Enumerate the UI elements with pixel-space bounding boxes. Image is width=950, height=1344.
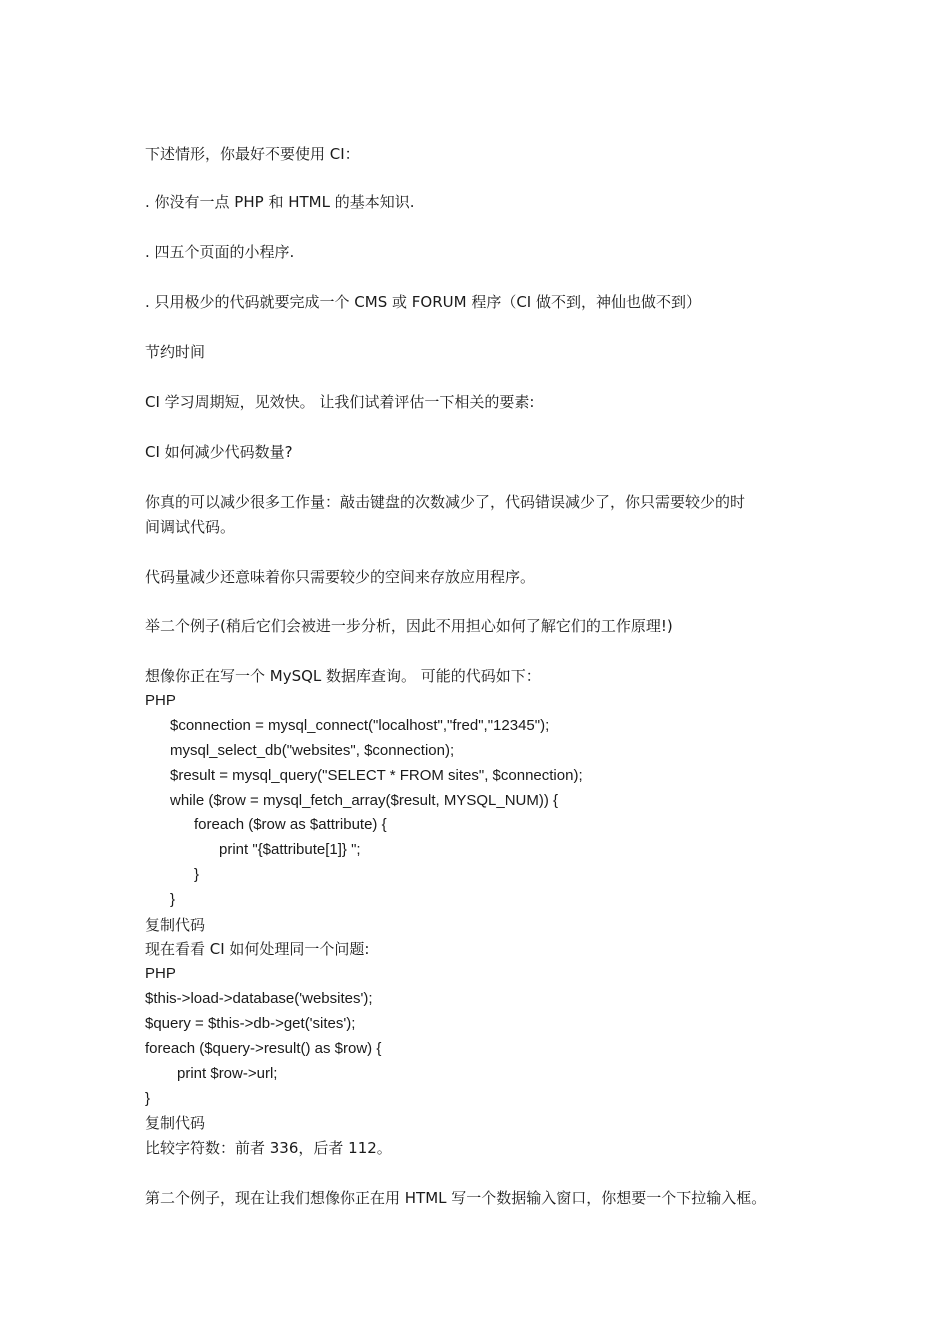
copy-code-link[interactable]: 复制代码 xyxy=(145,916,206,934)
code-line: print "{$attribute[1]} "; xyxy=(219,841,361,858)
paragraph-char-compare: 比较字符数：前者 336，后者 112。 xyxy=(145,1139,392,1157)
paragraph-ci-same-problem: 现在看看 CI 如何处理同一个问题: xyxy=(145,940,370,958)
paragraph-reduce-work-line1: 你真的可以减少很多工作量：敲击键盘的次数减少了，代码错误减少了，你只需要较少的时 xyxy=(145,493,746,511)
code-line: print $row->url; xyxy=(177,1065,278,1082)
code-line: } xyxy=(145,1090,151,1107)
code-line: $connection = mysql_connect("localhost","fred","12345"); xyxy=(170,717,550,734)
paragraph-less-space: 代码量减少还意味着你只需要较少的空间来存放应用程序。 xyxy=(145,568,536,586)
code-line: $query = $this->db->get('sites'); xyxy=(145,1015,356,1032)
paragraph-two-examples: 举二个例子(稍后它们会被进一步分析，因此不用担心如何了解它们的工作原理!) xyxy=(145,617,673,635)
paragraph-reduce-work-line2: 间调试代码。 xyxy=(145,518,236,536)
code-line: while ($row = mysql_fetch_array($result, MYSQL_NUM)) { xyxy=(170,792,559,809)
paragraph-intro: 下述情形，你最好不要使用 CI： xyxy=(145,145,360,163)
list-item-minimal-code: . 只用极少的代码就要完成一个 CMS 或 FORUM 程序（CI 做不到，神仙也做不到） xyxy=(145,293,701,311)
list-item-no-php-html: . 你没有一点 PHP 和 HTML 的基本知识. xyxy=(145,193,415,211)
code-line: $result = mysql_query("SELECT * FROM sites", $connection); xyxy=(170,767,583,784)
paragraph-mysql-query: 想像你正在写一个 MySQL 数据库查询。 可能的代码如下： xyxy=(145,667,541,685)
copy-code-link[interactable]: 复制代码 xyxy=(145,1114,206,1132)
code-line: foreach ($row as $attribute) { xyxy=(194,816,387,833)
code-line: } xyxy=(194,866,200,883)
section-heading-save-time: 节约时间 xyxy=(145,343,206,361)
code-lang-label: PHP xyxy=(145,692,176,709)
code-lang-label: PHP xyxy=(145,965,176,982)
code-line: } xyxy=(170,891,176,908)
code-line: foreach ($query->result() as $row) { xyxy=(145,1040,382,1057)
code-line: mysql_select_db("websites", $connection); xyxy=(170,742,455,759)
paragraph-reduce-code-question: CI 如何减少代码数量? xyxy=(145,443,293,461)
paragraph-learning-curve: CI 学习周期短，见效快。 让我们试着评估一下相关的要素: xyxy=(145,393,535,411)
paragraph-second-example: 第二个例子，现在让我们想像你正在用 HTML 写一个数据输入窗口，你想要一个下拉输入框。 xyxy=(145,1189,767,1207)
code-line: $this->load->database('websites'); xyxy=(145,990,373,1007)
list-item-small-program: . 四五个页面的小程序. xyxy=(145,243,295,261)
